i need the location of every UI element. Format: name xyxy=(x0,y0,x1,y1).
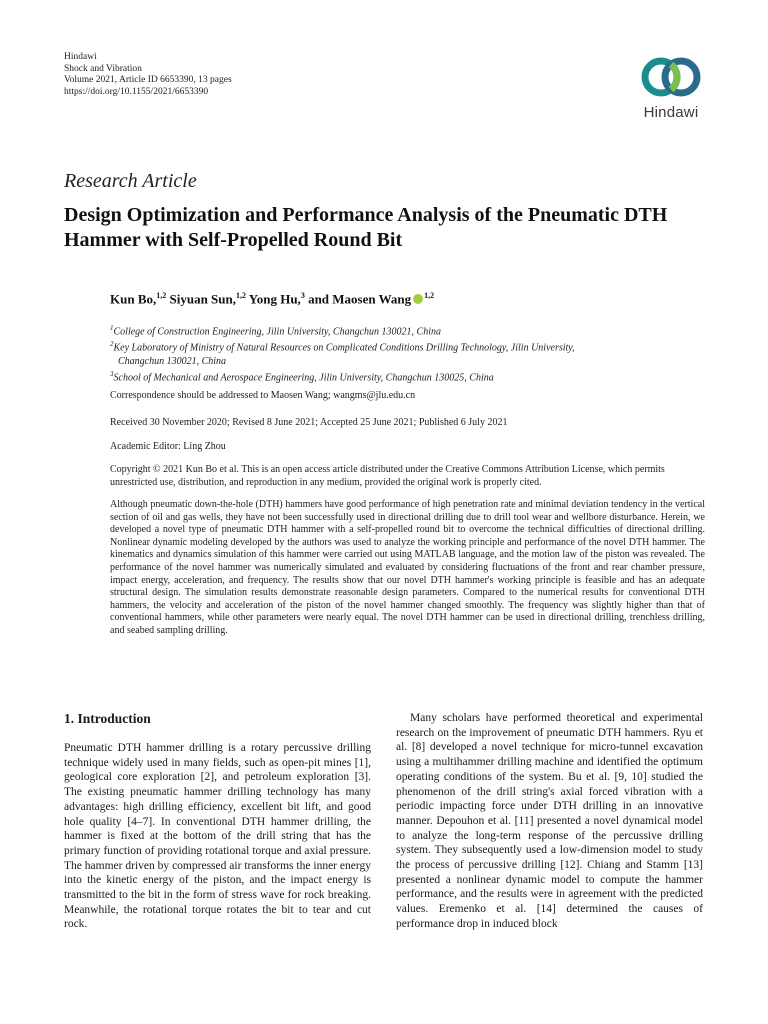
author-name[interactable]: Siyuan Sun, xyxy=(169,291,236,307)
abstract: Although pneumatic down-the-hole (DTH) hammers have good performance of high penetration rate and minimal deviation tendency in the vertical section of oil and gas wells, they have not been successfully used in directional drilling due to drill tool wear and wellbore disturbance. Herein, we developed a novel type of pneumatic DTH hammer with a self-propelled round bit to overcome the technical difficulties of directional drilling. Nonlinear dynamic modeling developed by the authors was used to analyze the working principle and performance of the novel DTH hammer. The kinematics and dynamics simulation of this hammer were carried out using MATLAB language, and the motion law of the piston was revealed. The performance of the novel hammer was numerically simulated and evaluated by considering fluctuations of the front and rear chamber pressure, impact energy, acceleration, and frequency. The results show that our novel DTH hammer's working principle is feasible and has an adequate structural design. The simulation results demonstrate reasonable design parameters. Compared to the numerical results for conventional DTH hammers, the velocity and acceleration of the piston of the novel hammer changed smoothly. The frequency was slightly higher than that of conventional hammers, while other parameters were nearly equal. The novel DTH hammer can be used in directional drilling, trenchless drilling, and seabed sampling drilling. xyxy=(110,499,705,636)
affiliations xyxy=(110,322,710,384)
affiliation-text: Key Laboratory of Ministry of Natural Resources on Complicated Conditions Drilling Technology, Jilin University, xyxy=(113,342,575,354)
right-column xyxy=(396,711,703,932)
affiliation-number: 3 xyxy=(110,369,114,378)
affiliation xyxy=(110,368,710,384)
affiliation-number: 2 xyxy=(110,340,114,349)
author-affil: 1,2 xyxy=(156,291,167,300)
doi-link[interactable]: https://doi.org/10.1155/2021/6653390 xyxy=(64,86,209,97)
affiliation-continuation: Changchun 130021, China xyxy=(118,355,227,367)
academic-editor: Academic Editor: Ling Zhou xyxy=(110,441,226,452)
body-paragraph: Many scholars have performed theoretical and experimental research on the improvement of pneumatic DTH hammers. Ryu et al. [8] developed a novel technique for micro-tunnel excavation using a multihammer drilling machine and identified the optimum operating conditions of the system. Bu et al. [9, 10] studied the phenomenon of the drill string's axial forced vibration with a periodic impacting force under DTH drilling in an innovative manner. Depouhon et al. [11] presented a novel dynamical model to analyze the long-term response of the percussive drilling system. They subsequently used a low-dimension model to study the process of percussive drilling [12]. Chiang and Stamm [13] presented a nonlinear dynamic model to compute the hammer performance, and the results were in agreement with the predicted values. Eremenko et al. [14] determined the causes of performance drop in induced block xyxy=(396,712,703,930)
journal-name: Shock and Vibration xyxy=(64,63,142,74)
paper-title: Design Optimization and Performance Analysis of the Pneumatic DTH Hammer with Self-Propelled Round Bit xyxy=(64,204,668,251)
author-name[interactable]: Kun Bo, xyxy=(110,291,157,307)
author-name[interactable]: Yong Hu, xyxy=(248,291,301,307)
section-heading: 1. Introduction xyxy=(64,711,151,726)
body-paragraph: Pneumatic DTH hammer drilling is a rotary percussive drilling technique widely used in many fields, such as open-pit mines [1], geological core exploration [2], and petroleum exploration [3]. The existing pneumatic hammer drilling technology has many advantages: high drilling efficiency, excellent bit lift, and good hole quality [4–7]. In conventional DTH hammer drilling, the hammer is fixed at the bottom of the drill string that has the primary function of providing rotational torque and axial pressure. The hammer driven by compressed air transforms the inner energy into the kinetic energy of the piston, and the impact energy is transmitted to the bit in the form of stress wave for rock breaking. Meanwhile, the rotational torque rotates the bit to tear and cut rock. xyxy=(64,742,371,931)
copyright-notice: Copyright © 2021 Kun Bo et al. This is an open access article distributed under the Creative Commons Attribution License, which permits unrestricted use, distribution, and reproduction in any medium, provided the original work is properly cited. xyxy=(110,464,665,488)
author-list xyxy=(110,291,434,307)
affiliation-number: 1 xyxy=(110,324,114,332)
hindawi-rings-icon xyxy=(639,52,703,102)
affiliation xyxy=(110,322,710,338)
orcid-icon[interactable] xyxy=(413,294,423,304)
author-name[interactable]: and Maosen Wang xyxy=(308,291,412,307)
publication-dates: Received 30 November 2020; Revised 8 June 2021; Accepted 25 June 2021; Published 6 July 2021 xyxy=(110,417,508,428)
volume-line: Volume 2021, Article ID 6653390, 13 pages xyxy=(64,75,232,85)
affiliation-text: School of Mechanical and Aerospace Engineering, Jilin University, Changchun 130025, China xyxy=(113,371,494,383)
journal-meta xyxy=(64,52,232,98)
correspondence: Correspondence should be addressed to Maosen Wang; wangms@jlu.edu.cn xyxy=(110,390,416,401)
author-affil: 1,2 xyxy=(424,291,435,300)
author-affil: 1,2 xyxy=(236,291,246,300)
article-type: Research Article xyxy=(64,170,197,192)
affiliation xyxy=(110,338,710,354)
publisher-name: Hindawi xyxy=(64,52,97,62)
hindawi-logo xyxy=(624,52,718,132)
affiliation-text: College of Construction Engineering, Jilin University, Changchun 130021, China xyxy=(113,326,441,338)
logo-text: Hindawi xyxy=(643,104,699,121)
left-column xyxy=(64,711,371,932)
author-affil: 3 xyxy=(300,291,305,300)
